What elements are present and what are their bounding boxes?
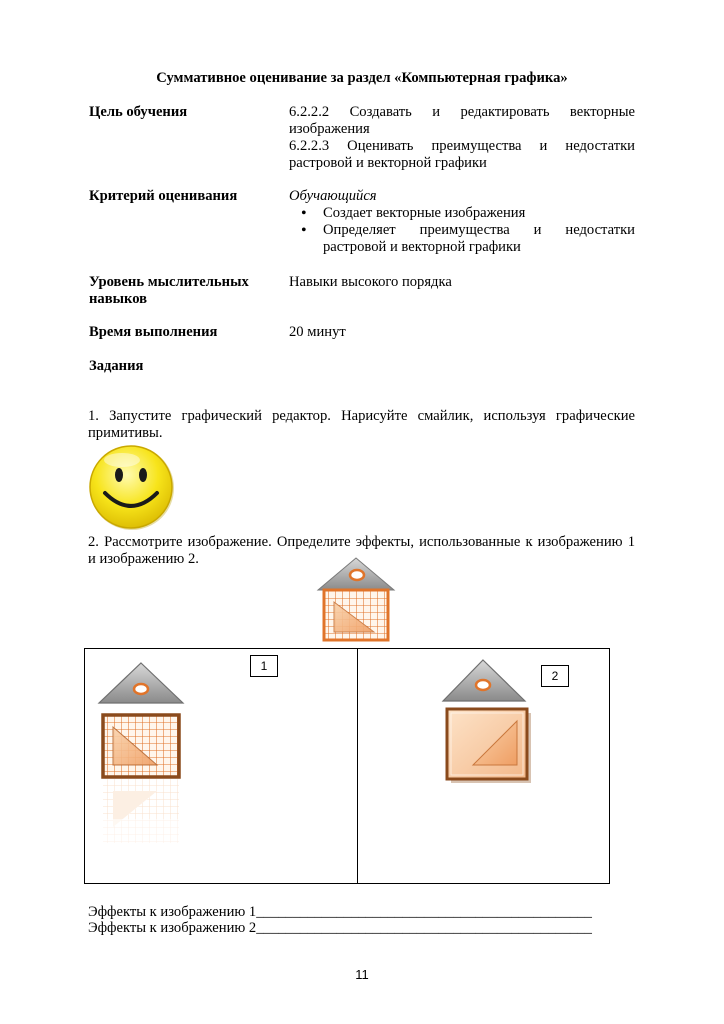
goal-value <box>289 104 635 172</box>
house-icon-bevel-effect <box>439 657 535 785</box>
time-value: 20 минут <box>289 324 346 340</box>
figure-box <box>84 648 610 884</box>
figure-label-2: 2 <box>541 665 569 687</box>
task-1-line-1: 1. Запустите графический редактор. Нарисуйте смайлик, используя графические <box>88 408 635 424</box>
answer-line-2[interactable]: Эффекты к изображению 2______________________________________________ <box>88 920 592 936</box>
level-label-line-2: навыков <box>89 291 148 307</box>
time-label: Время выполнения <box>89 324 218 340</box>
house-icon-reflection-effect <box>93 659 189 859</box>
task-1 <box>88 408 635 442</box>
figure-label-1: 1 <box>250 655 278 677</box>
task-2-line-1: 2. Рассмотрите изображение. Определите эффекты, использованные к изображению 1 <box>88 534 635 550</box>
figure-divider <box>357 649 358 883</box>
task-2-line-2: и изображению 2. <box>88 551 199 567</box>
house-icon-original <box>314 556 398 644</box>
goal-line-1b: изображения <box>289 121 370 137</box>
goal-line-1a: 6.2.2.2 Создавать и редактировать векторные <box>289 104 635 120</box>
criteria-value <box>289 188 635 256</box>
goal-line-2b: растровой и векторной графики <box>289 155 487 171</box>
criteria-bullet-2a: • Определяет преимущества и недостатки <box>289 222 635 239</box>
criteria-bullet-1: • Создает векторные изображения <box>289 205 635 222</box>
task-1-line-2: примитивы. <box>88 425 163 441</box>
criteria-bullet-2b: растровой и векторной графики <box>323 239 521 255</box>
level-label-line-1: Уровень мыслительных <box>89 274 249 290</box>
page-number: 11 <box>355 967 369 982</box>
tasks-heading: Задания <box>89 358 144 374</box>
criteria-label: Критерий оценивания <box>89 188 238 204</box>
smiley-image <box>86 444 178 532</box>
goal-label: Цель обучения <box>89 104 188 120</box>
answer-line-1[interactable]: Эффекты к изображению 1______________________________________________ <box>88 904 592 920</box>
page-title: Суммативное оценивание за раздел «Компьютерная графика» <box>156 70 568 86</box>
level-value: Навыки высокого порядка <box>289 274 452 290</box>
criteria-intro: Обучающийся <box>289 188 377 204</box>
level-label <box>89 274 269 308</box>
goal-line-2a: 6.2.2.3 Оценивать преимущества и недостатки <box>289 138 635 154</box>
